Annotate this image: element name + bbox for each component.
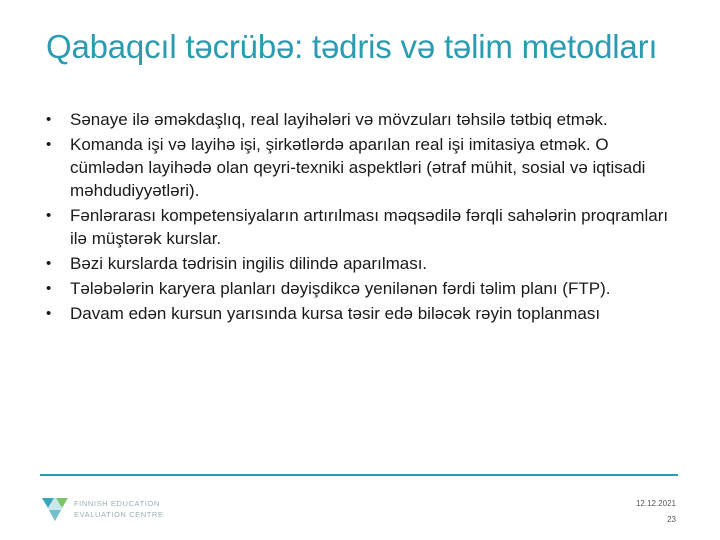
bullet-text: Sənaye ilə əməkdaşlıq, real layihələri və mövzuları təhsilə tətbiq etmək. xyxy=(70,110,608,129)
bullet-list xyxy=(46,108,676,327)
bullet-item xyxy=(46,277,676,300)
bullet-marker: • xyxy=(46,305,52,322)
bullet-marker: • xyxy=(46,255,52,272)
footer-meta xyxy=(636,496,676,528)
bullet-text: Tələbələrin karyera planları dəyişdikcə yenilənən fərdi təlim planı (FTP). xyxy=(70,279,611,298)
logo-wordmark xyxy=(74,498,164,520)
logo-line-1: FINNISH EDUCATION xyxy=(74,499,160,508)
bullet-item xyxy=(46,252,676,275)
bullet-item xyxy=(46,108,676,131)
footer-date: 12.12.2021 xyxy=(635,499,676,508)
bullet-item xyxy=(46,302,676,325)
bullet-marker: • xyxy=(46,111,52,128)
slide-title: Qabaqcıl təcrübə: tədris və təlim metodları xyxy=(46,28,658,65)
bullet-item xyxy=(46,204,676,250)
page-number: 23 xyxy=(667,515,676,524)
bullet-text: Bəzi kurslarda tədrisin ingilis dilində aparılması. xyxy=(70,254,428,273)
feec-triangle-logo-icon xyxy=(40,494,70,526)
bullet-marker: • xyxy=(46,136,52,153)
bullet-marker: • xyxy=(46,280,52,297)
bullet-text: Fənlərarası kompetensiyaların artırılması məqsədilə fərqli sahələrin proqramları ilə müştərək kurslar. xyxy=(70,206,669,248)
bullet-text: Davam edən kursun yarısında kursa təsir edə biləcək rəyin toplanması xyxy=(70,304,601,323)
bullet-text: Komanda işi və layihə işi, şirkətlərdə aparılan real işi imitasiya etmək. O cümlədən layihədə olan qeyri-texniki aspektləri (ətraf mühit, sosial və iqtisadi məhdudiyyətləri). xyxy=(70,135,646,200)
bullet-item xyxy=(46,133,676,202)
bullet-marker: • xyxy=(46,207,52,224)
feec-logo xyxy=(40,494,170,530)
footer-divider xyxy=(40,474,678,476)
logo-line-2: EVALUATION CENTRE xyxy=(74,510,164,519)
